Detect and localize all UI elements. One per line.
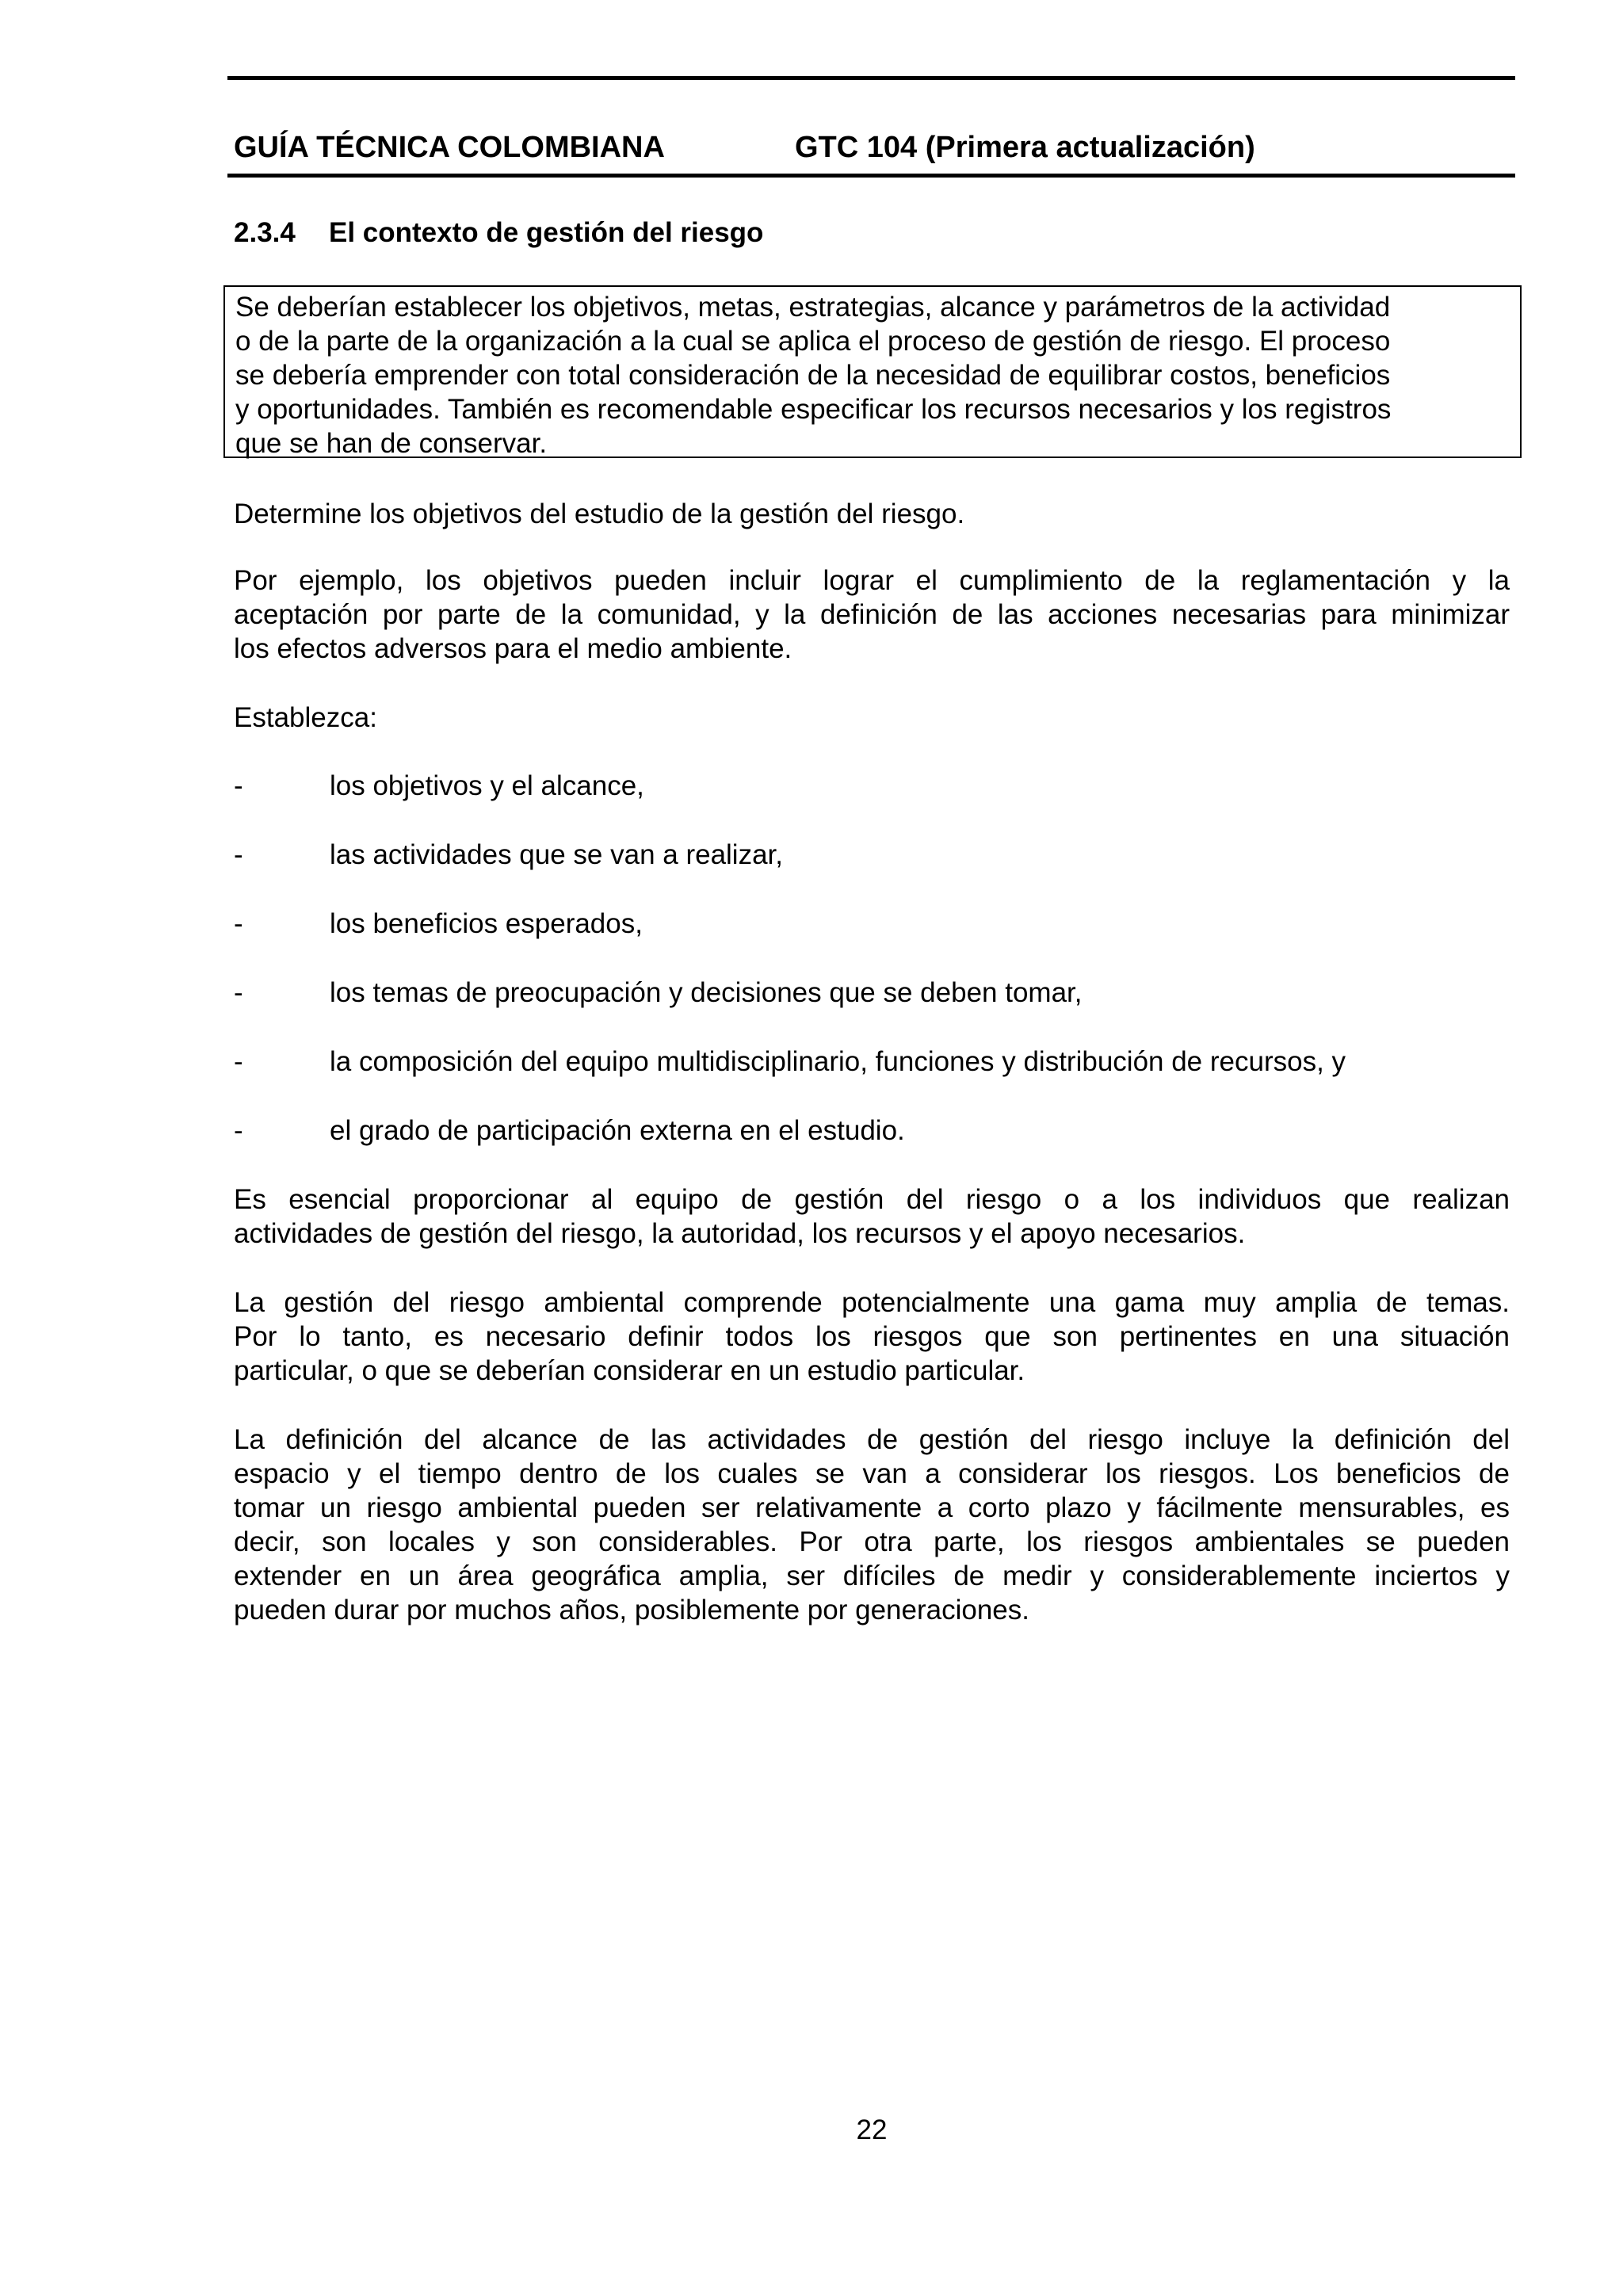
page-header — [234, 127, 1510, 168]
paragraph-line: espacio y el tiempo dentro de los cuales se van a considerar los riesgos. Los beneficios de — [234, 1458, 1510, 1489]
list-item-text: los objetivos y el alcance, — [330, 770, 644, 801]
paragraph-line: pueden durar por muchos años, posiblemente por generaciones. — [234, 1595, 1029, 1626]
paragraph-example — [234, 563, 1510, 666]
list-dash: - — [234, 770, 243, 801]
list-dash: - — [234, 1046, 243, 1077]
box-line: o de la parte de la organización a la cual se aplica el proceso de gestión de riesgo. El proceso — [235, 326, 1391, 357]
box-line: se debería emprender con total consideración de la necesidad de equilibrar costos, beneficios — [235, 360, 1391, 391]
header-bottom-rule — [227, 174, 1515, 178]
paragraph-line: Es esencial proporcionar al equipo de gestión del riesgo o a los individuos que realizan — [234, 1184, 1510, 1215]
page-number: 22 — [856, 2115, 888, 2145]
list-dash: - — [234, 839, 243, 870]
paragraph-essential — [234, 1182, 1510, 1251]
paragraph-line: extender en un área geográfica amplia, ser difíciles de medir y considerablemente inciertos y — [234, 1561, 1510, 1591]
list-item-text: la composición del equipo multidisciplinario, funciones y distribución de recursos, y — [330, 1046, 1346, 1077]
list-item-text: los beneficios esperados, — [330, 908, 643, 939]
list-dash: - — [234, 977, 243, 1008]
boxed-requirement — [223, 285, 1522, 458]
list-item-text: los temas de preocupación y decisiones que se deben tomar, — [330, 977, 1083, 1008]
paragraph-scope-of-topics — [234, 1286, 1510, 1388]
header-publication-name: GUÍA TÉCNICA COLOMBIANA — [234, 131, 665, 164]
paragraph-line: Por ejemplo, los objetivos pueden incluir lograr el cumplimiento de la reglamentación y la — [234, 565, 1510, 596]
list-dash: - — [234, 908, 243, 939]
paragraph-scope-definition — [234, 1423, 1510, 1627]
header-top-rule — [227, 76, 1515, 80]
paragraph-line: La gestión del riesgo ambiental comprende potencialmente una gama muy amplia de temas. — [234, 1287, 1510, 1318]
section-number: 2.3.4 — [234, 217, 296, 248]
box-line: Se deberían establecer los objetivos, metas, estrategias, alcance y parámetros de la actividad — [235, 292, 1391, 323]
paragraph-line: Determine los objetivos del estudio de la gestión del riesgo. — [234, 499, 965, 529]
paragraph-line: particular, o que se deberían considerar en un estudio particular. — [234, 1355, 1025, 1386]
paragraph-objectives — [234, 497, 1510, 531]
paragraph-line: aceptación por parte de la comunidad, y la definición de las acciones necesarias para minimizar — [234, 599, 1510, 630]
paragraph-line: actividades de gestión del riesgo, la autoridad, los recursos y el apoyo necesarios. — [234, 1218, 1246, 1249]
list-dash: - — [234, 1115, 243, 1146]
paragraph-line: Por lo tanto, es necesario definir todos los riesgos que son pertinentes en una situación — [234, 1321, 1510, 1352]
section-heading — [234, 214, 763, 252]
paragraph-line: La definición del alcance de las actividades de gestión del riesgo incluye la definición del — [234, 1424, 1510, 1455]
section-title: El contexto de gestión del riesgo — [329, 217, 764, 248]
header-document-code: GTC 104 (Primera actualización) — [795, 131, 1255, 164]
paragraph-line: decir, son locales y son considerables. Por otra parte, los riesgos ambientales se pueden — [234, 1526, 1510, 1557]
list-item-text: las actividades que se van a realizar, — [330, 839, 783, 870]
paragraph-line: Establezca: — [234, 702, 377, 733]
paragraph-line: los efectos adversos para el medio ambiente. — [234, 633, 792, 664]
list-item-text: el grado de participación externa en el estudio. — [330, 1115, 905, 1146]
box-line: y oportunidades. También es recomendable especificar los recursos necesarios y los registros — [235, 394, 1392, 425]
box-line: que se han de conservar. — [235, 428, 548, 459]
paragraph-line: tomar un riesgo ambiental pueden ser relativamente a corto plazo y fácilmente mensurables, es — [234, 1492, 1510, 1523]
paragraph-establish — [234, 701, 1510, 735]
